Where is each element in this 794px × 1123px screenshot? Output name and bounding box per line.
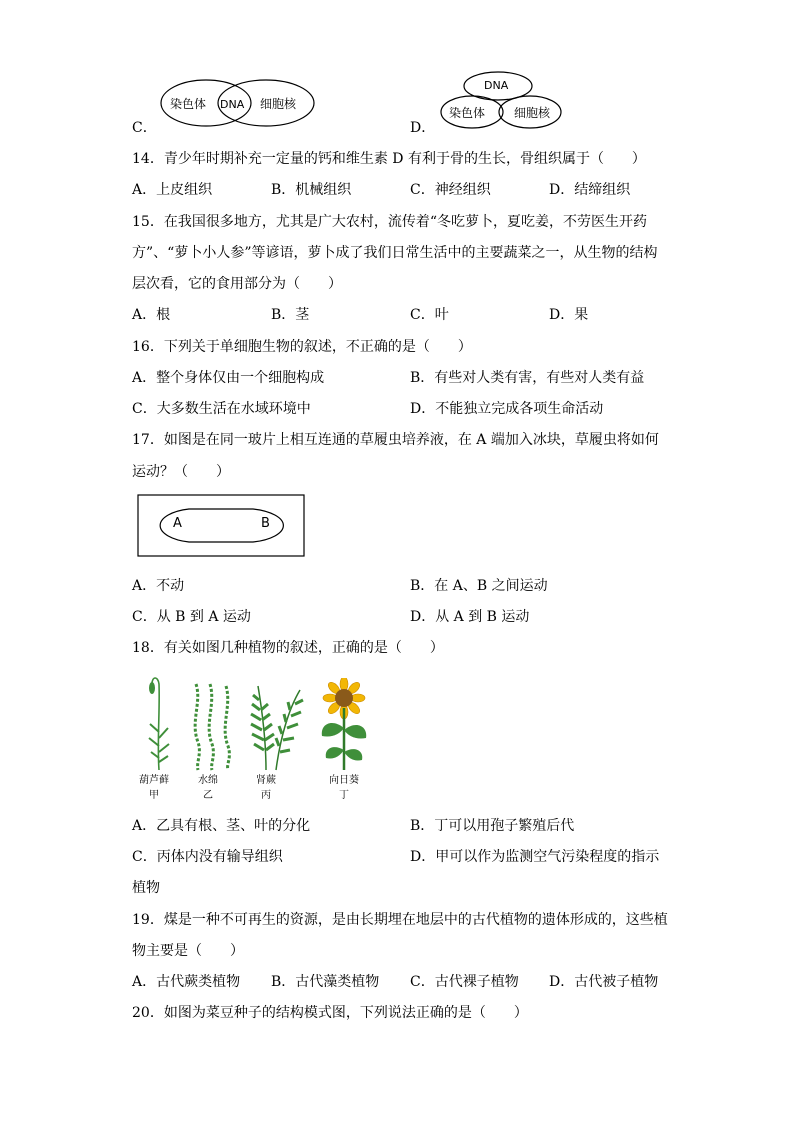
q17-option-d: D．从 A 到 B 运动 [410, 609, 530, 625]
q15-option-c: C．叶 [410, 307, 449, 323]
venn-d-left-label: 染色体 [449, 106, 486, 120]
q15-option-d: D．果 [549, 307, 589, 323]
slide-label-b: B [261, 516, 270, 531]
plant-mark-bing: 丙 [261, 790, 271, 801]
q16-stem: 16．下列关于单细胞生物的叙述，不正确的是（ ） [132, 339, 472, 355]
q18-option-c: C．丙体内没有输导组织 [132, 849, 283, 865]
q18-option-b: B．丁可以用孢子繁殖后代 [410, 818, 575, 834]
venn-diagram-d [440, 70, 565, 132]
q15-stem-line-3: 层次看，它的食用部分为（ ） [132, 276, 342, 292]
q13-option-d: D． [410, 120, 436, 136]
q16-option-b: B．有些对人类有害，有些对人类有益 [410, 370, 645, 386]
q19-option-d: D．古代被子植物 [549, 974, 659, 990]
q18-option-d: D．甲可以作为监测空气污染程度的指示 [410, 849, 660, 865]
q15-stem-line-1: 15．在我国很多地方，尤其是广大农村，流传着“冬吃萝卜，夏吃姜，不劳医生开药 [132, 214, 647, 230]
spirogyra-illustration [188, 682, 238, 772]
venn-diagram-c [160, 78, 315, 133]
paramecium-slide-diagram [137, 494, 307, 558]
q15-stem-line-2: 方”、“萝卜小人参”等谚语，萝卜成了我们日常生活中的主要蔬菜之一，从生物的结构 [132, 245, 658, 261]
plant-mark-yi: 乙 [203, 790, 213, 801]
plant-mark-ding: 丁 [339, 790, 349, 801]
q14-option-d: D．结缔组织 [549, 182, 631, 198]
plant-mark-jia: 甲 [149, 790, 159, 801]
q17-stem-line-2: 运动？（ ） [132, 464, 230, 480]
plant-name-moss: 葫芦藓 [139, 775, 169, 786]
q18-option-a: A．乙具有根、茎、叶的分化 [132, 818, 311, 834]
q14-option-a: A．上皮组织 [132, 182, 213, 198]
moss-illustration [140, 672, 178, 772]
q15-option-a: A．根 [132, 307, 171, 323]
q19-stem-line-2: 物主要是（ ） [132, 943, 244, 959]
q17-option-c: C．从 B 到 A 运动 [132, 609, 251, 625]
q16-option-c: C．大多数生活在水域环境中 [132, 401, 311, 417]
venn-c-left-label: 染色体 [170, 97, 207, 111]
fern-illustration [246, 680, 306, 772]
q17-option-b: B．在 A、B 之间运动 [410, 578, 548, 594]
q14-option-b: B．机械组织 [271, 182, 352, 198]
q16-option-d: D．不能独立完成各项生命活动 [410, 401, 604, 417]
venn-c-middle-label: DNA [220, 98, 245, 111]
q19-option-c: C．古代裸子植物 [410, 974, 519, 990]
q19-option-b: B．古代藻类植物 [271, 974, 380, 990]
q20-stem: 20．如图为菜豆种子的结构模式图，下列说法正确的是（ ） [132, 1005, 528, 1021]
sunflower-illustration [316, 678, 372, 772]
slide-label-a: A [173, 516, 182, 531]
plant-name-fern: 肾蕨 [256, 775, 276, 786]
venn-c-right-label: 细胞核 [260, 97, 297, 111]
venn-d-right-label: 细胞核 [514, 106, 551, 120]
q17-option-a: A．不动 [132, 578, 185, 594]
plant-name-sunflower: 向日葵 [329, 775, 359, 786]
q19-option-a: A．古代蕨类植物 [132, 974, 241, 990]
plant-name-spirogyra: 水绵 [198, 775, 218, 786]
q15-option-b: B．茎 [271, 307, 310, 323]
q13-option-c: C． [132, 120, 157, 136]
venn-d-top-label: DNA [484, 79, 509, 92]
q14-stem: 14．青少年时期补充一定量的钙和维生素 D 有利于骨的生长，骨组织属于（ ） [132, 151, 646, 167]
q14-option-c: C．神经组织 [410, 182, 491, 198]
q18-stem: 18．有关如图几种植物的叙述，正确的是（ ） [132, 640, 444, 656]
q16-option-a: A．整个身体仅由一个细胞构成 [132, 370, 325, 386]
q17-stem-line-1: 17．如图是在同一玻片上相互连通的草履虫培养液，在 A 端加入冰块，草履虫将如何 [132, 432, 659, 448]
q19-stem-line-1: 19．煤是一种不可再生的资源，是由长期埋在地层中的古代植物的遗体形成的，这些植 [132, 912, 668, 928]
q18-option-d-continued: 植物 [132, 880, 160, 896]
